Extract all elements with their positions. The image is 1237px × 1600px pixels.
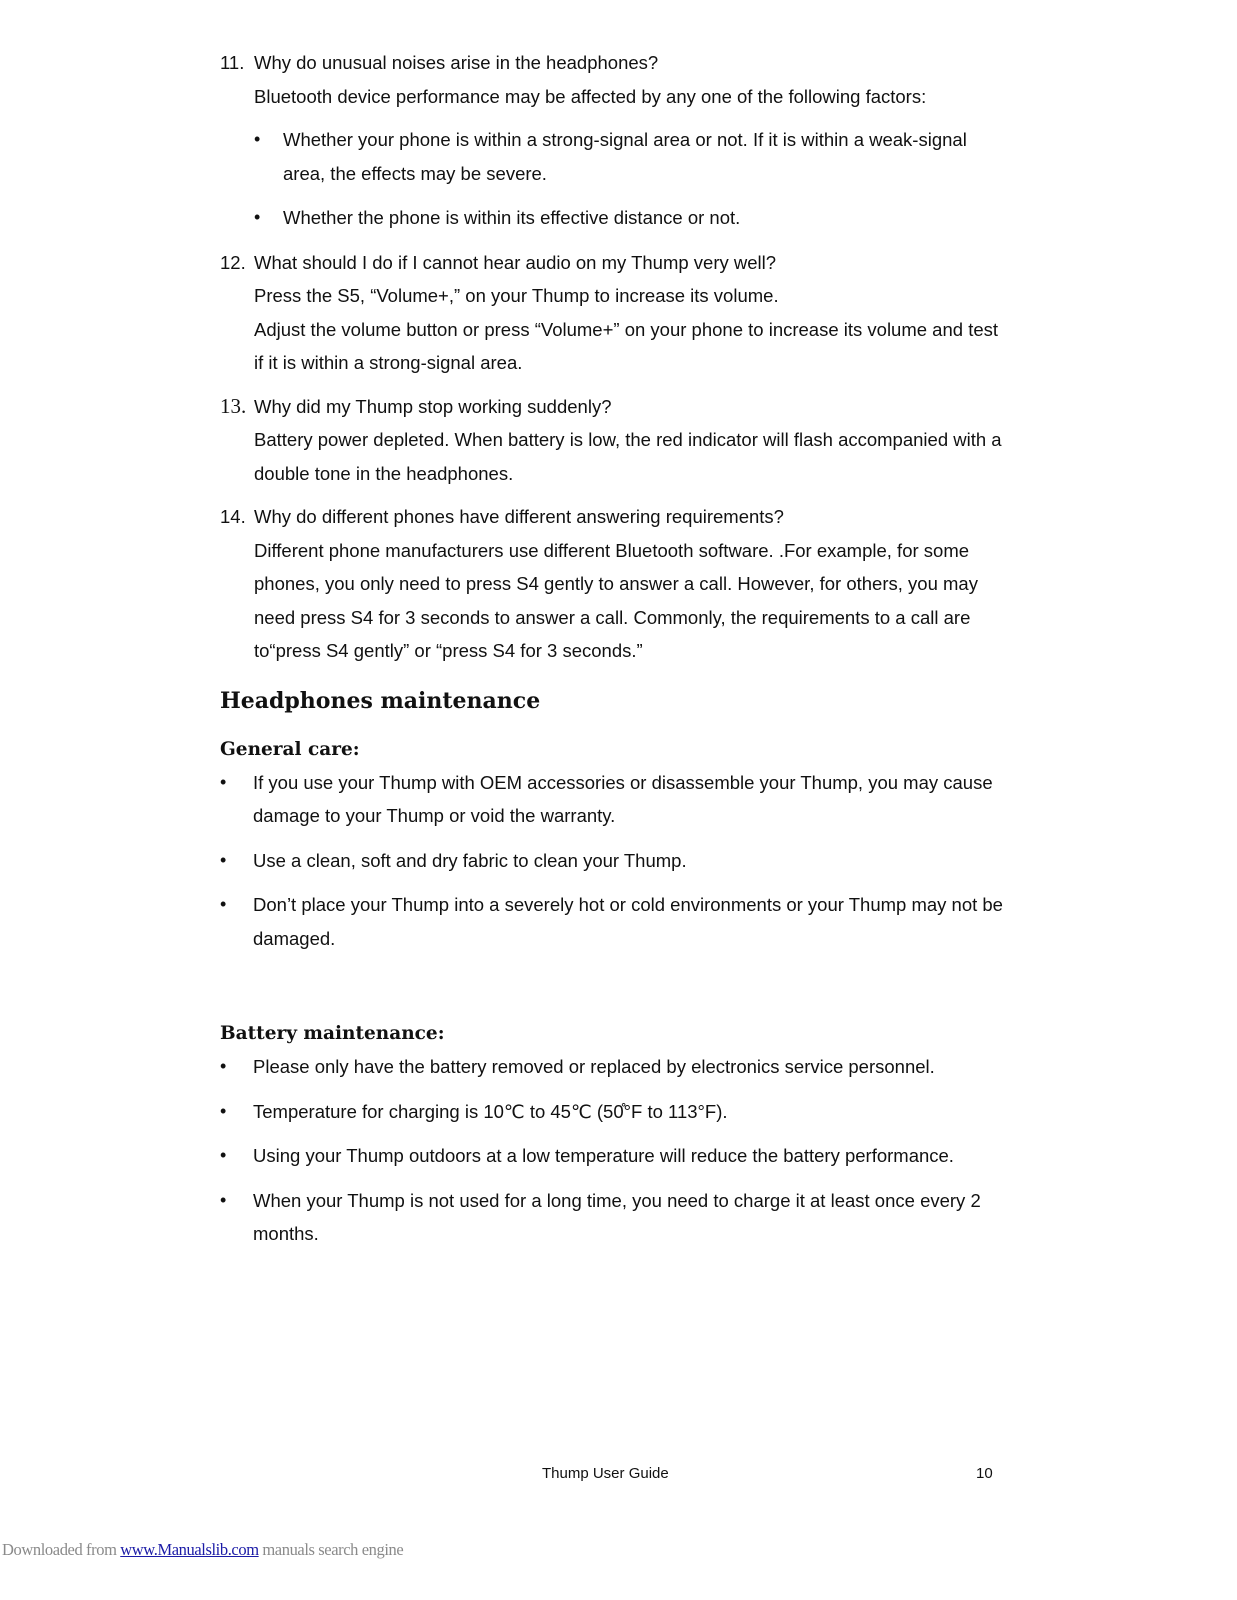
download-prefix: Downloaded from [2, 1540, 121, 1559]
bullet-icon: • [254, 207, 261, 227]
list-item [254, 201, 1010, 235]
faq-number: 14. [220, 506, 246, 527]
general-care-list [220, 766, 1010, 956]
list-item [220, 1184, 1010, 1251]
list-item [254, 123, 1010, 190]
bullet-icon: • [254, 129, 261, 149]
list-item-text: Whether the phone is within its effective distance or not. [283, 207, 741, 228]
faq-question: Why do unusual noises arise in the headphones? [254, 52, 659, 73]
list-item-text: If you use your Thump with OEM accessories or disassemble your Thump, you may cause damage to your Thump or void the warranty. [253, 771, 993, 826]
bullet-icon: • [220, 1145, 227, 1165]
list-item [220, 1050, 1010, 1084]
faq-answer: Battery power depleted. When battery is low, the red indicator will flash accompanied with a double tone in the headphones. [254, 429, 1002, 484]
download-suffix: manuals search engine [258, 1540, 404, 1559]
page-number: 10 [976, 1465, 993, 1482]
page-content [220, 46, 1010, 1262]
bullet-icon: • [220, 894, 227, 914]
faq-item-13 [220, 390, 1010, 491]
list-item [220, 766, 1010, 833]
general-care-heading: General care: [220, 738, 360, 760]
list-item [220, 1095, 1010, 1129]
list-item-text: Whether your phone is within a strong-signal area or not. If it is within a weak-signal area, the effects may be severe. [283, 129, 967, 184]
faq-answer: Press the S5, “Volume+,” on your Thump to increase its volume. [254, 285, 779, 306]
faq-question: What should I do if I cannot hear audio on my Thump very well? [254, 251, 777, 273]
bullet-icon: • [220, 1189, 227, 1210]
battery-maintenance-heading: Battery maintenance: [220, 1023, 445, 1044]
list-item [220, 888, 1010, 955]
faq-answer: Bluetooth device performance may be affected by any one of the following factors: [254, 85, 927, 107]
footer-title: Thump User Guide [542, 1465, 669, 1482]
list-item-text: When your Thump is not used for a long time, you need to charge it at least once every 2 months. [253, 1189, 981, 1244]
faq-question: Why do different phones have different answering requirements? [254, 506, 784, 527]
list-item-text: Use a clean, soft and dry fabric to clean your Thump. [253, 849, 687, 871]
manualslib-link[interactable]: www.Manualslib.com [120, 1540, 259, 1559]
section-heading: Headphones maintenance [220, 687, 541, 714]
bullet-icon: • [220, 1100, 227, 1121]
list-item [220, 1139, 1010, 1173]
faq-question: Why did my Thump stop working suddenly? [254, 395, 612, 417]
spacer [220, 966, 1010, 1018]
faq-answer: Adjust the volume button or press “Volume+” on your phone to increase its volume and test if it is within a strong-signal area. [254, 318, 999, 373]
list-item-text: Using your Thump outdoors at a low temperature will reduce the battery performance. [253, 1145, 954, 1166]
faq-item-11 [220, 46, 1010, 235]
faq-answer: Different phone manufacturers use different Bluetooth software. .For example, for some phones, you only need to press S4 gently to answer a call. However, for others, you may need press S4 for 3 seconds to answer a call. Commonly, the requirements to a call are to“press S4 gently” or “press S4 for 3 seconds.” [254, 539, 978, 661]
faq-number: 13. [220, 393, 247, 418]
download-attribution [2, 1540, 403, 1560]
faq-item-14 [220, 500, 1010, 668]
list-item-text: Please only have the battery removed or replaced by electronics service personnel. [253, 1056, 935, 1077]
bullet-icon: • [220, 771, 227, 792]
list-item [220, 844, 1010, 878]
bullet-icon: • [220, 849, 227, 870]
bullet-icon: • [220, 1056, 227, 1076]
list-item-text: Don’t place your Thump into a severely hot or cold environments or your Thump may not be damaged. [253, 894, 1003, 949]
list-item-text: Temperature for charging is 10℃ to 45℃ (50̊°F to 113°F). [253, 1100, 728, 1122]
faq-number: 11. [220, 52, 245, 73]
battery-maintenance-list [220, 1050, 1010, 1251]
faq-item-12 [220, 246, 1010, 380]
faq-number: 12. [220, 251, 246, 273]
faq-bullet-list [254, 123, 1010, 235]
